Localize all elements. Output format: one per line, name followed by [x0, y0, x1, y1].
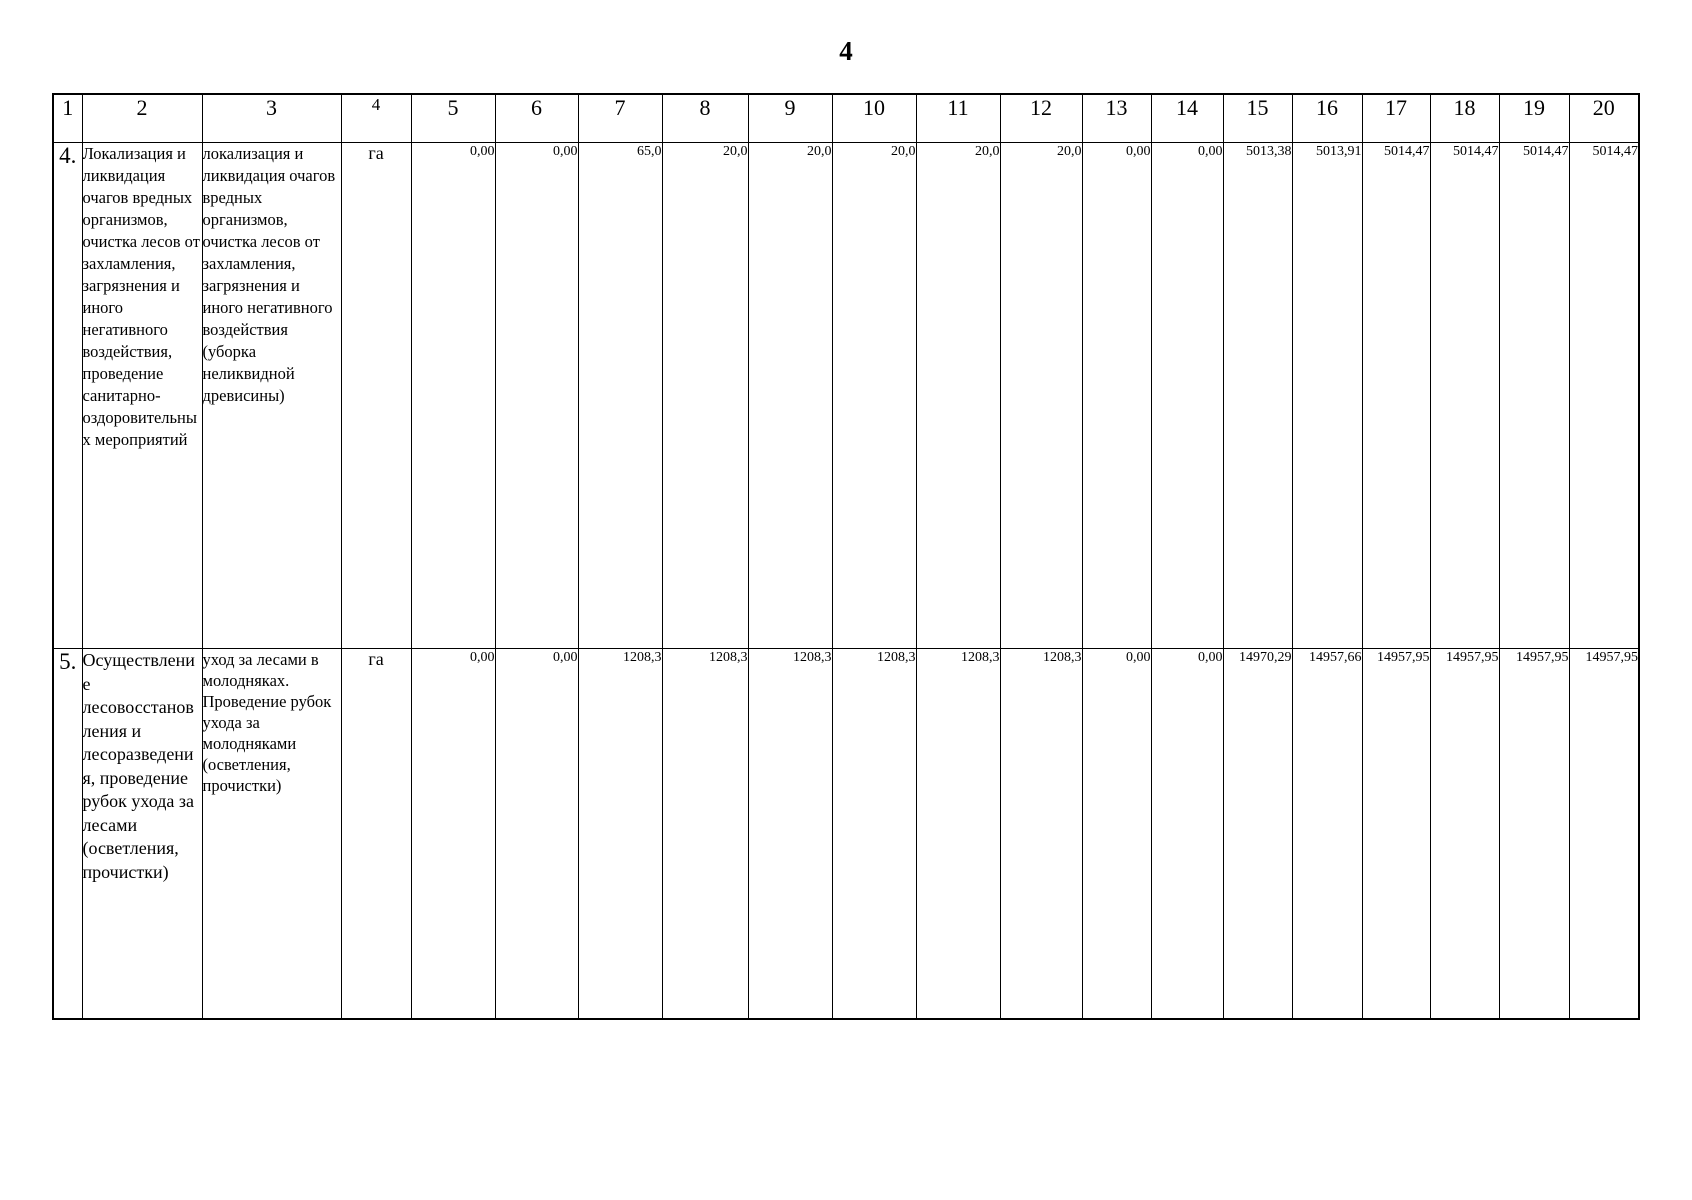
column-header-1: 1	[53, 94, 82, 143]
column-header-19: 19	[1499, 94, 1569, 143]
value-col-17: 14957,95	[1362, 649, 1430, 1020]
column-header-3: 3	[202, 94, 341, 143]
column-header-11: 11	[916, 94, 1000, 143]
value-col-12: 1208,3	[1000, 649, 1082, 1020]
value-col-6: 0,00	[495, 143, 578, 649]
row-name: Локализация и ликвидация очагов вредных организмов, очистка лесов от захламления, загрязнения и иного негативного воздействия, проведение санитарно-оздоровительных мероприятий	[82, 143, 202, 649]
value-col-8: 20,0	[662, 143, 748, 649]
column-header-20: 20	[1569, 94, 1639, 143]
column-header-7: 7	[578, 94, 662, 143]
value-col-14: 0,00	[1151, 143, 1223, 649]
column-header-8: 8	[662, 94, 748, 143]
value-col-16: 14957,66	[1292, 649, 1362, 1020]
value-col-9: 20,0	[748, 143, 832, 649]
page-number: 4	[839, 36, 853, 66]
column-header-6: 6	[495, 94, 578, 143]
column-header-4: 4	[341, 94, 411, 143]
value-col-13: 0,00	[1082, 649, 1151, 1020]
value-col-6: 0,00	[495, 649, 578, 1020]
value-col-19: 14957,95	[1499, 649, 1569, 1020]
value-col-19: 5014,47	[1499, 143, 1569, 649]
value-col-18: 5014,47	[1430, 143, 1499, 649]
value-col-15: 14970,29	[1223, 649, 1292, 1020]
value-col-16: 5013,91	[1292, 143, 1362, 649]
table-row	[53, 143, 1639, 649]
row-number: 4.	[53, 143, 82, 649]
row-unit: га	[341, 649, 411, 1020]
column-header-2: 2	[82, 94, 202, 143]
column-header-15: 15	[1223, 94, 1292, 143]
value-col-15: 5013,38	[1223, 143, 1292, 649]
value-col-10: 20,0	[832, 143, 916, 649]
value-col-5: 0,00	[411, 649, 495, 1020]
column-header-16: 16	[1292, 94, 1362, 143]
value-col-8: 1208,3	[662, 649, 748, 1020]
column-header-17: 17	[1362, 94, 1430, 143]
header-row	[53, 94, 1639, 143]
column-header-9: 9	[748, 94, 832, 143]
value-col-20: 14957,95	[1569, 649, 1639, 1020]
column-header-5: 5	[411, 94, 495, 143]
row-activity: уход за лесами в молодняках. Проведение рубок ухода за молодняками (осветления, прочистки)	[202, 649, 341, 1020]
column-header-13: 13	[1082, 94, 1151, 143]
row-unit: га	[341, 143, 411, 649]
value-col-20: 5014,47	[1569, 143, 1639, 649]
column-header-18: 18	[1430, 94, 1499, 143]
value-col-11: 1208,3	[916, 649, 1000, 1020]
column-header-12: 12	[1000, 94, 1082, 143]
value-col-12: 20,0	[1000, 143, 1082, 649]
table-row	[53, 649, 1639, 1020]
value-col-18: 14957,95	[1430, 649, 1499, 1020]
column-header-14: 14	[1151, 94, 1223, 143]
value-col-5: 0,00	[411, 143, 495, 649]
value-col-10: 1208,3	[832, 649, 916, 1020]
value-col-7: 65,0	[578, 143, 662, 649]
value-col-9: 1208,3	[748, 649, 832, 1020]
row-activity: локализация и ликвидация очагов вредных организмов, очистка лесов от захламления, загрязнения и иного негативного воздействия (уборка неликвидной древисины)	[202, 143, 341, 649]
value-col-11: 20,0	[916, 143, 1000, 649]
value-col-14: 0,00	[1151, 649, 1223, 1020]
value-col-17: 5014,47	[1362, 143, 1430, 649]
row-number: 5.	[53, 649, 82, 1020]
column-header-10: 10	[832, 94, 916, 143]
value-col-7: 1208,3	[578, 649, 662, 1020]
row-name: Осуществление лесовосстановления и лесоразведения, проведение рубок ухода за лесами (осветления, прочистки)	[82, 649, 202, 1020]
data-table	[52, 93, 1640, 1020]
value-col-13: 0,00	[1082, 143, 1151, 649]
